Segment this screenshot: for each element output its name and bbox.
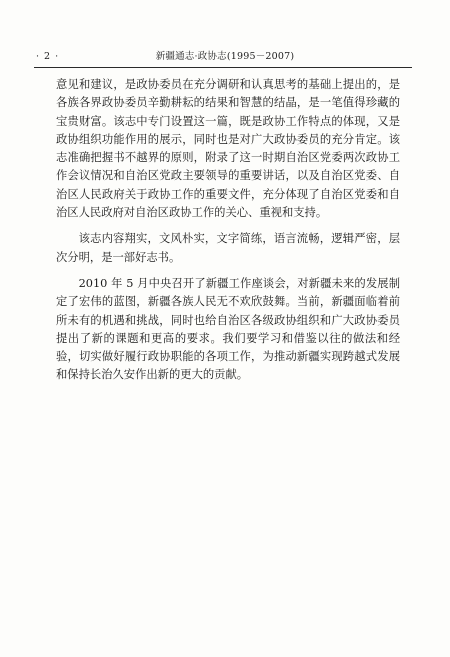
paragraph-conclusion: 2010 年 5 月中央召开了新疆工作座谈会，对新疆未来的发展制定了宏伟的蓝图，新疆各族人民无不欢欣鼓舞。当前，新疆面临着前所未有的机遇和挑战，同时也给自治区各级政协组织和广大政协委员提出了新的课题和更高的要求。我们要学习和借鉴以往的做法和经验，切实做好履行政协职能的各项工作，为推动新疆实现跨越式发展和保持长治久安作出新的更大的贡献。 xyxy=(56,276,400,382)
paragraph-continuation: 意见和建议，是政协委员在充分调研和认真思考的基础上提出的，是各族各界政协委员辛勤耕耘的结果和智慧的结晶，是一笔值得珍藏的宝贵财富。该志中专门设置这一篇，既是政协工作特点的体现，又是政协组织功能作用的展示，同时也是对广大政协委员的充分肯定。该志准确把握书不越界的原则，附录了这一时期自治区党委两次政协工作会议情况和自治区党政主要领导的重要讲话，以及自治区党委、自治区人民政府关于政协工作的重要文件，充分体现了自治区党委和自治区人民政府对自治区政协工作的关心、重视和支持。 xyxy=(56,78,400,220)
page-header xyxy=(36,50,414,64)
paragraph-evaluation: 该志内容翔实，文风朴实，文字简练，语言流畅，逻辑严密，层次分明，是一部好志书。 xyxy=(56,232,400,264)
body-text xyxy=(56,76,400,385)
running-title: 新疆通志·政协志(1995－2007) xyxy=(155,51,295,62)
header-rule xyxy=(34,67,412,68)
page-number: · 2 · xyxy=(36,51,60,62)
